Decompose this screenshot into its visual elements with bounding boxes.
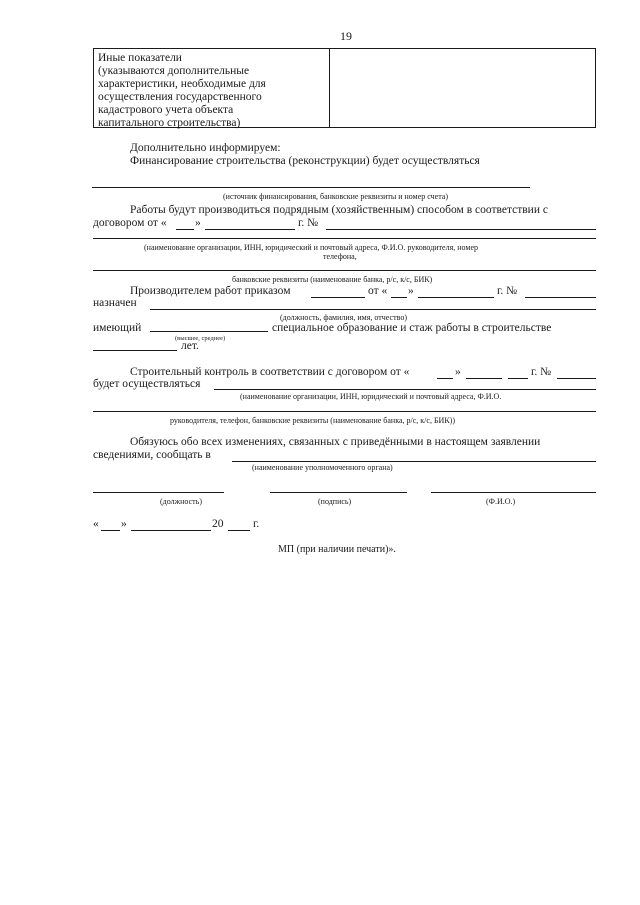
contract-mid: »	[195, 217, 201, 229]
control-day-line[interactable]	[437, 378, 453, 379]
control-text: Строительный контроль в соответствии с договором от «	[130, 366, 410, 378]
name-line[interactable]	[431, 492, 596, 493]
control-caption-2: руководителя, телефон, банковские реквизиты (наименование банка, р/с, к/с, БИК))	[170, 416, 455, 425]
signature-line[interactable]	[270, 492, 407, 493]
org-caption-1: (наименование организации, ИНН, юридический и почтовый адреса, Ф.И.О. руководителя, номер	[144, 243, 478, 252]
indicators-table	[93, 48, 596, 128]
contract-month-line[interactable]	[205, 229, 295, 230]
name-caption: (Ф.И.О.)	[486, 497, 516, 506]
position-caption: (должность)	[160, 497, 202, 506]
indicators-label-line: Иные показатели	[98, 52, 182, 64]
order-year: г. №	[497, 285, 518, 297]
table-divider	[329, 49, 330, 127]
info-intro: Дополнительно информируем:	[130, 142, 281, 154]
authority-caption: (наименование уполномоченного органа)	[252, 463, 393, 472]
contract-day-line[interactable]	[176, 229, 194, 230]
years-label: лет.	[181, 340, 199, 352]
date-close: »	[121, 518, 127, 530]
indicators-label-line: капитального строительства)	[98, 117, 241, 129]
assigned-caption: (должность, фамилия, имя, отчество)	[280, 313, 407, 322]
order-month-line[interactable]	[418, 297, 494, 298]
page-number: 19	[340, 29, 352, 43]
order-from: от «	[368, 285, 388, 297]
position-line[interactable]	[93, 492, 224, 493]
education-caption: (высшее, среднее)	[175, 335, 226, 342]
manager-order-text: Производителем работ приказом	[130, 285, 291, 297]
date-year-suffix: г.	[253, 518, 260, 530]
order-date-line[interactable]	[311, 297, 365, 298]
indicators-label	[98, 52, 326, 130]
contract-prefix: договором от «	[93, 217, 167, 229]
having-label: имеющий	[93, 322, 142, 334]
bank-caption: банковские реквизиты (наименование банка, р/с, к/с, БИК)	[232, 275, 433, 284]
order-number-line[interactable]	[525, 297, 596, 298]
stamp-note: МП (при наличии печати)».	[278, 544, 396, 555]
order-close: »	[408, 285, 414, 297]
indicators-label-line: характеристики, необходимые для	[98, 78, 266, 90]
control-year: г. №	[531, 366, 552, 378]
authority-line[interactable]	[232, 461, 596, 462]
date-day-line[interactable]	[101, 530, 120, 531]
date-year-prefix: 20	[212, 518, 224, 530]
control-close: »	[455, 366, 461, 378]
control-org-line[interactable]	[214, 389, 596, 390]
date-month-line[interactable]	[131, 530, 211, 531]
financing-caption: (источник финансирования, банковские реквизиты и номер счета)	[223, 192, 449, 201]
works-text: Работы будут производиться подрядным (хозяйственным) способом в соответствии с	[130, 204, 548, 216]
indicators-label-line: осуществления государственного	[98, 91, 262, 103]
signature-caption: (подпись)	[318, 497, 352, 506]
date-open: «	[93, 518, 99, 530]
financing-line[interactable]	[92, 187, 530, 188]
financing-text: Финансирование строительства (реконструкции) будет осуществляться	[130, 155, 480, 167]
control-caption-1: (наименование организации, ИНН, юридический и почтовый адреса, Ф.И.О.	[240, 392, 502, 401]
bank-line[interactable]	[93, 270, 596, 271]
contract-number-line[interactable]	[326, 229, 596, 230]
date-year-line[interactable]	[228, 530, 250, 531]
control-year-line[interactable]	[508, 378, 528, 379]
contract-year: г. №	[298, 217, 319, 229]
indicators-label-line: (указываются дополнительные	[98, 65, 250, 77]
assigned-label: назначен	[93, 297, 137, 309]
indicators-label-line: кадастрового учета объекта	[98, 104, 234, 116]
education-line[interactable]	[150, 331, 268, 332]
obligation-text-2: сведениями, сообщать в	[93, 449, 211, 461]
organization-line[interactable]	[93, 238, 596, 239]
education-text: специальное образование и стаж работы в строительстве	[272, 322, 552, 334]
obligation-text: Обязуюсь обо всех изменениях, связанных с приведёнными в настоящем заявлении	[130, 436, 541, 448]
control-executed: будет осуществляться	[93, 378, 201, 390]
control-bank-line[interactable]	[93, 411, 596, 412]
years-line[interactable]	[93, 350, 177, 351]
assigned-line[interactable]	[150, 309, 596, 310]
control-month-line[interactable]	[466, 378, 502, 379]
org-caption-2: телефона,	[323, 252, 357, 261]
control-number-line[interactable]	[557, 378, 596, 379]
order-day-line[interactable]	[391, 297, 407, 298]
